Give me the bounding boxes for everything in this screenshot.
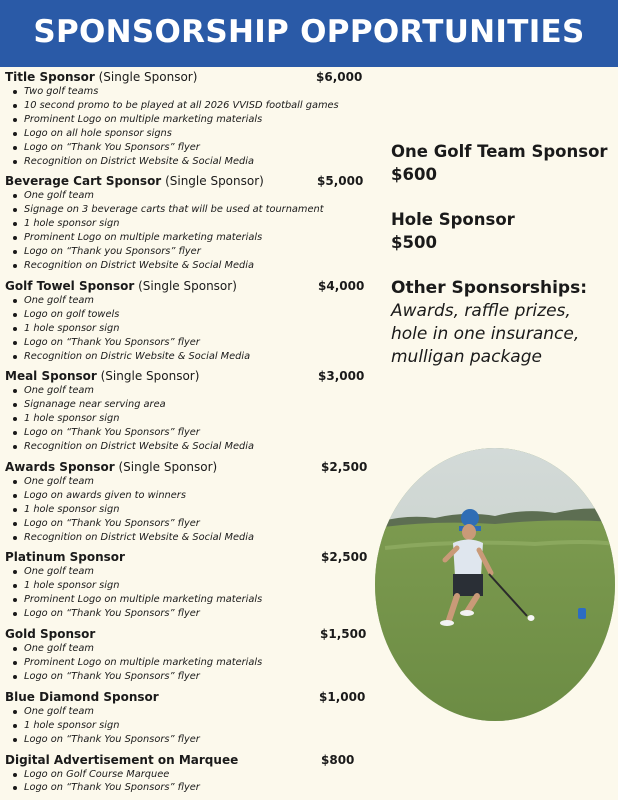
tier-perk: Logo on “Thank You Sponsors” flyer	[13, 517, 370, 531]
sponsor-tier	[5, 368, 370, 454]
tier-perk: 1 hole sponsor sign	[13, 503, 370, 517]
other-sponsorships-title: Other Sponsorships:	[391, 278, 588, 298]
tier-perk: One golf team	[13, 189, 370, 203]
tier-perk: 1 hole sponsor sign	[13, 719, 370, 733]
tier-heading	[5, 689, 370, 705]
sponsor-tier	[5, 173, 370, 272]
tier-name: Digital Advertisement on Marquee	[5, 752, 239, 767]
tier-perk: Logo on all hole sponsor signs	[13, 127, 370, 141]
tier-perk: Two golf teams	[13, 85, 370, 99]
title-banner	[0, 0, 618, 67]
tier-perk: Prominent Logo on multiple marketing materials	[13, 113, 370, 127]
tier-heading	[5, 69, 370, 85]
tier-price: $4,000	[318, 278, 365, 293]
tier-perk: Recognition on District Website & Social Media	[13, 440, 370, 454]
other-options-panel	[391, 140, 616, 369]
tier-heading	[5, 278, 370, 294]
team-sponsor-block	[391, 140, 616, 186]
sponsor-tier	[5, 278, 370, 364]
tier-perk: Signanage near serving area	[13, 398, 370, 412]
tier-perk: Recognition on District Website & Social Media	[13, 531, 370, 545]
sponsor-tier	[5, 549, 370, 621]
tier-perk: Logo on “Thank You Sponsors” flyer	[13, 781, 370, 795]
other-sponsorships-line: mulligan package	[391, 347, 542, 367]
sponsor-tier	[5, 752, 370, 796]
tier-price: $1,500	[320, 627, 367, 642]
tier-name: Awards Sponsor	[5, 459, 115, 474]
sponsor-tier	[5, 459, 370, 545]
tier-perk: Recognition on District Website & Social Media	[13, 155, 370, 169]
team-sponsor-title: One Golf Team Sponsor	[391, 142, 608, 161]
tier-perk: Logo on Golf Course Marquee	[13, 768, 370, 782]
tier-perk: Logo on “Thank You Sponsors” flyer	[13, 607, 370, 621]
tier-perk: 1 hole sponsor sign	[13, 217, 370, 231]
tier-perk-list	[5, 475, 370, 545]
other-sponsorships-line: Awards, raffle prizes,	[391, 301, 571, 321]
tier-name: Blue Diamond Sponsor	[5, 689, 159, 704]
tier-perk-list	[5, 768, 370, 796]
tier-perk: Signage on 3 beverage carts that will be used at tournament	[13, 203, 370, 217]
tier-perk: Logo on “Thank You Sponsors” flyer	[13, 733, 370, 747]
sponsor-tier	[5, 69, 370, 168]
team-sponsor-price: $600	[391, 165, 437, 184]
tier-name: Platinum Sponsor	[5, 550, 125, 565]
tier-perk: Prominent Logo on multiple marketing materials	[13, 656, 370, 670]
tier-perk-list	[5, 705, 370, 747]
tier-perk: Recognition on Distric Website & Social Media	[13, 350, 370, 364]
hole-sponsor-title: Hole Sponsor	[391, 210, 515, 229]
sponsor-tier	[5, 626, 370, 684]
tier-heading	[5, 173, 370, 189]
tier-name: Golf Towel Sponsor	[5, 278, 135, 293]
tier-perk: 1 hole sponsor sign	[13, 322, 370, 336]
sponsor-tier	[5, 689, 370, 747]
tier-price: $2,500	[321, 550, 368, 565]
other-sponsorships-list	[391, 300, 616, 369]
tier-perk: 10 second promo to be played at all 2026 VVISD football games	[13, 99, 370, 113]
tier-name: Gold Sponsor	[5, 627, 96, 642]
tier-note: (Single Sponsor)	[100, 369, 200, 384]
tier-note: (Single Sponsor)	[138, 278, 237, 293]
other-sponsorships-block	[391, 276, 616, 369]
tier-heading	[5, 626, 370, 642]
tier-heading	[5, 459, 370, 475]
tier-perk: Logo on “Thank You Sponsors” flyer	[13, 426, 370, 440]
tier-perk-list	[5, 642, 370, 684]
tier-price: $1,000	[319, 689, 366, 704]
tier-perk: Logo on golf towels	[13, 308, 370, 322]
tier-note: (Single Sponsor)	[98, 70, 198, 84]
tier-perk: Recognition on District Website & Social Media	[13, 259, 370, 273]
tier-note: (Single Sponsor)	[118, 459, 218, 474]
tier-perk-list	[5, 384, 370, 454]
hole-sponsor-block	[391, 208, 616, 254]
tier-name: Beverage Cart Sponsor	[5, 174, 162, 189]
tier-perk-list	[5, 565, 370, 621]
tier-perk: One golf team	[13, 705, 370, 719]
sponsor-tier-list	[5, 69, 370, 800]
hole-sponsor-price: $500	[391, 233, 437, 252]
tier-perk: One golf team	[13, 384, 370, 398]
tier-perk: One golf team	[13, 475, 370, 489]
golfer-photo	[375, 448, 615, 721]
tier-price: $6,000	[316, 70, 363, 84]
tier-perk: Prominent Logo on multiple marketing materials	[13, 593, 370, 607]
tier-perk: Logo on “Thank you Sponsors” flyer	[13, 245, 370, 259]
tier-heading	[5, 549, 370, 565]
page-title: SPONSORSHIP OPPORTUNITIES	[33, 14, 585, 50]
tier-perk: One golf team	[13, 565, 370, 579]
tier-perk: 1 hole sponsor sign	[13, 412, 370, 426]
tier-perk: One golf team	[13, 642, 370, 656]
tier-price: $800	[321, 752, 355, 767]
tier-note: (Single Sponsor)	[165, 174, 264, 189]
tier-perk: Logo on “Thank You Sponsors” flyer	[13, 336, 370, 350]
tier-name: Title Sponsor	[5, 70, 95, 84]
tier-perk: Logo on awards given to winners	[13, 489, 370, 503]
tier-name: Meal Sponsor	[5, 369, 97, 384]
tier-perk-list	[5, 85, 370, 168]
tier-price: $2,500	[321, 459, 368, 474]
tier-price: $5,000	[317, 174, 364, 189]
tier-price: $3,000	[318, 369, 365, 384]
tier-perk: Logo on “Thank You Sponsors” flyer	[13, 670, 370, 684]
tier-perk: Logo on “Thank You Sponsors” flyer	[13, 141, 370, 155]
tier-heading	[5, 752, 370, 768]
tier-perk: One golf team	[13, 294, 370, 308]
tier-perk-list	[5, 294, 370, 364]
tier-perk-list	[5, 189, 370, 272]
tier-perk: 1 hole sponsor sign	[13, 579, 370, 593]
tier-perk: Prominent Logo on multiple marketing materials	[13, 231, 370, 245]
other-sponsorships-line: hole in one insurance,	[391, 324, 580, 344]
tier-heading	[5, 368, 370, 384]
